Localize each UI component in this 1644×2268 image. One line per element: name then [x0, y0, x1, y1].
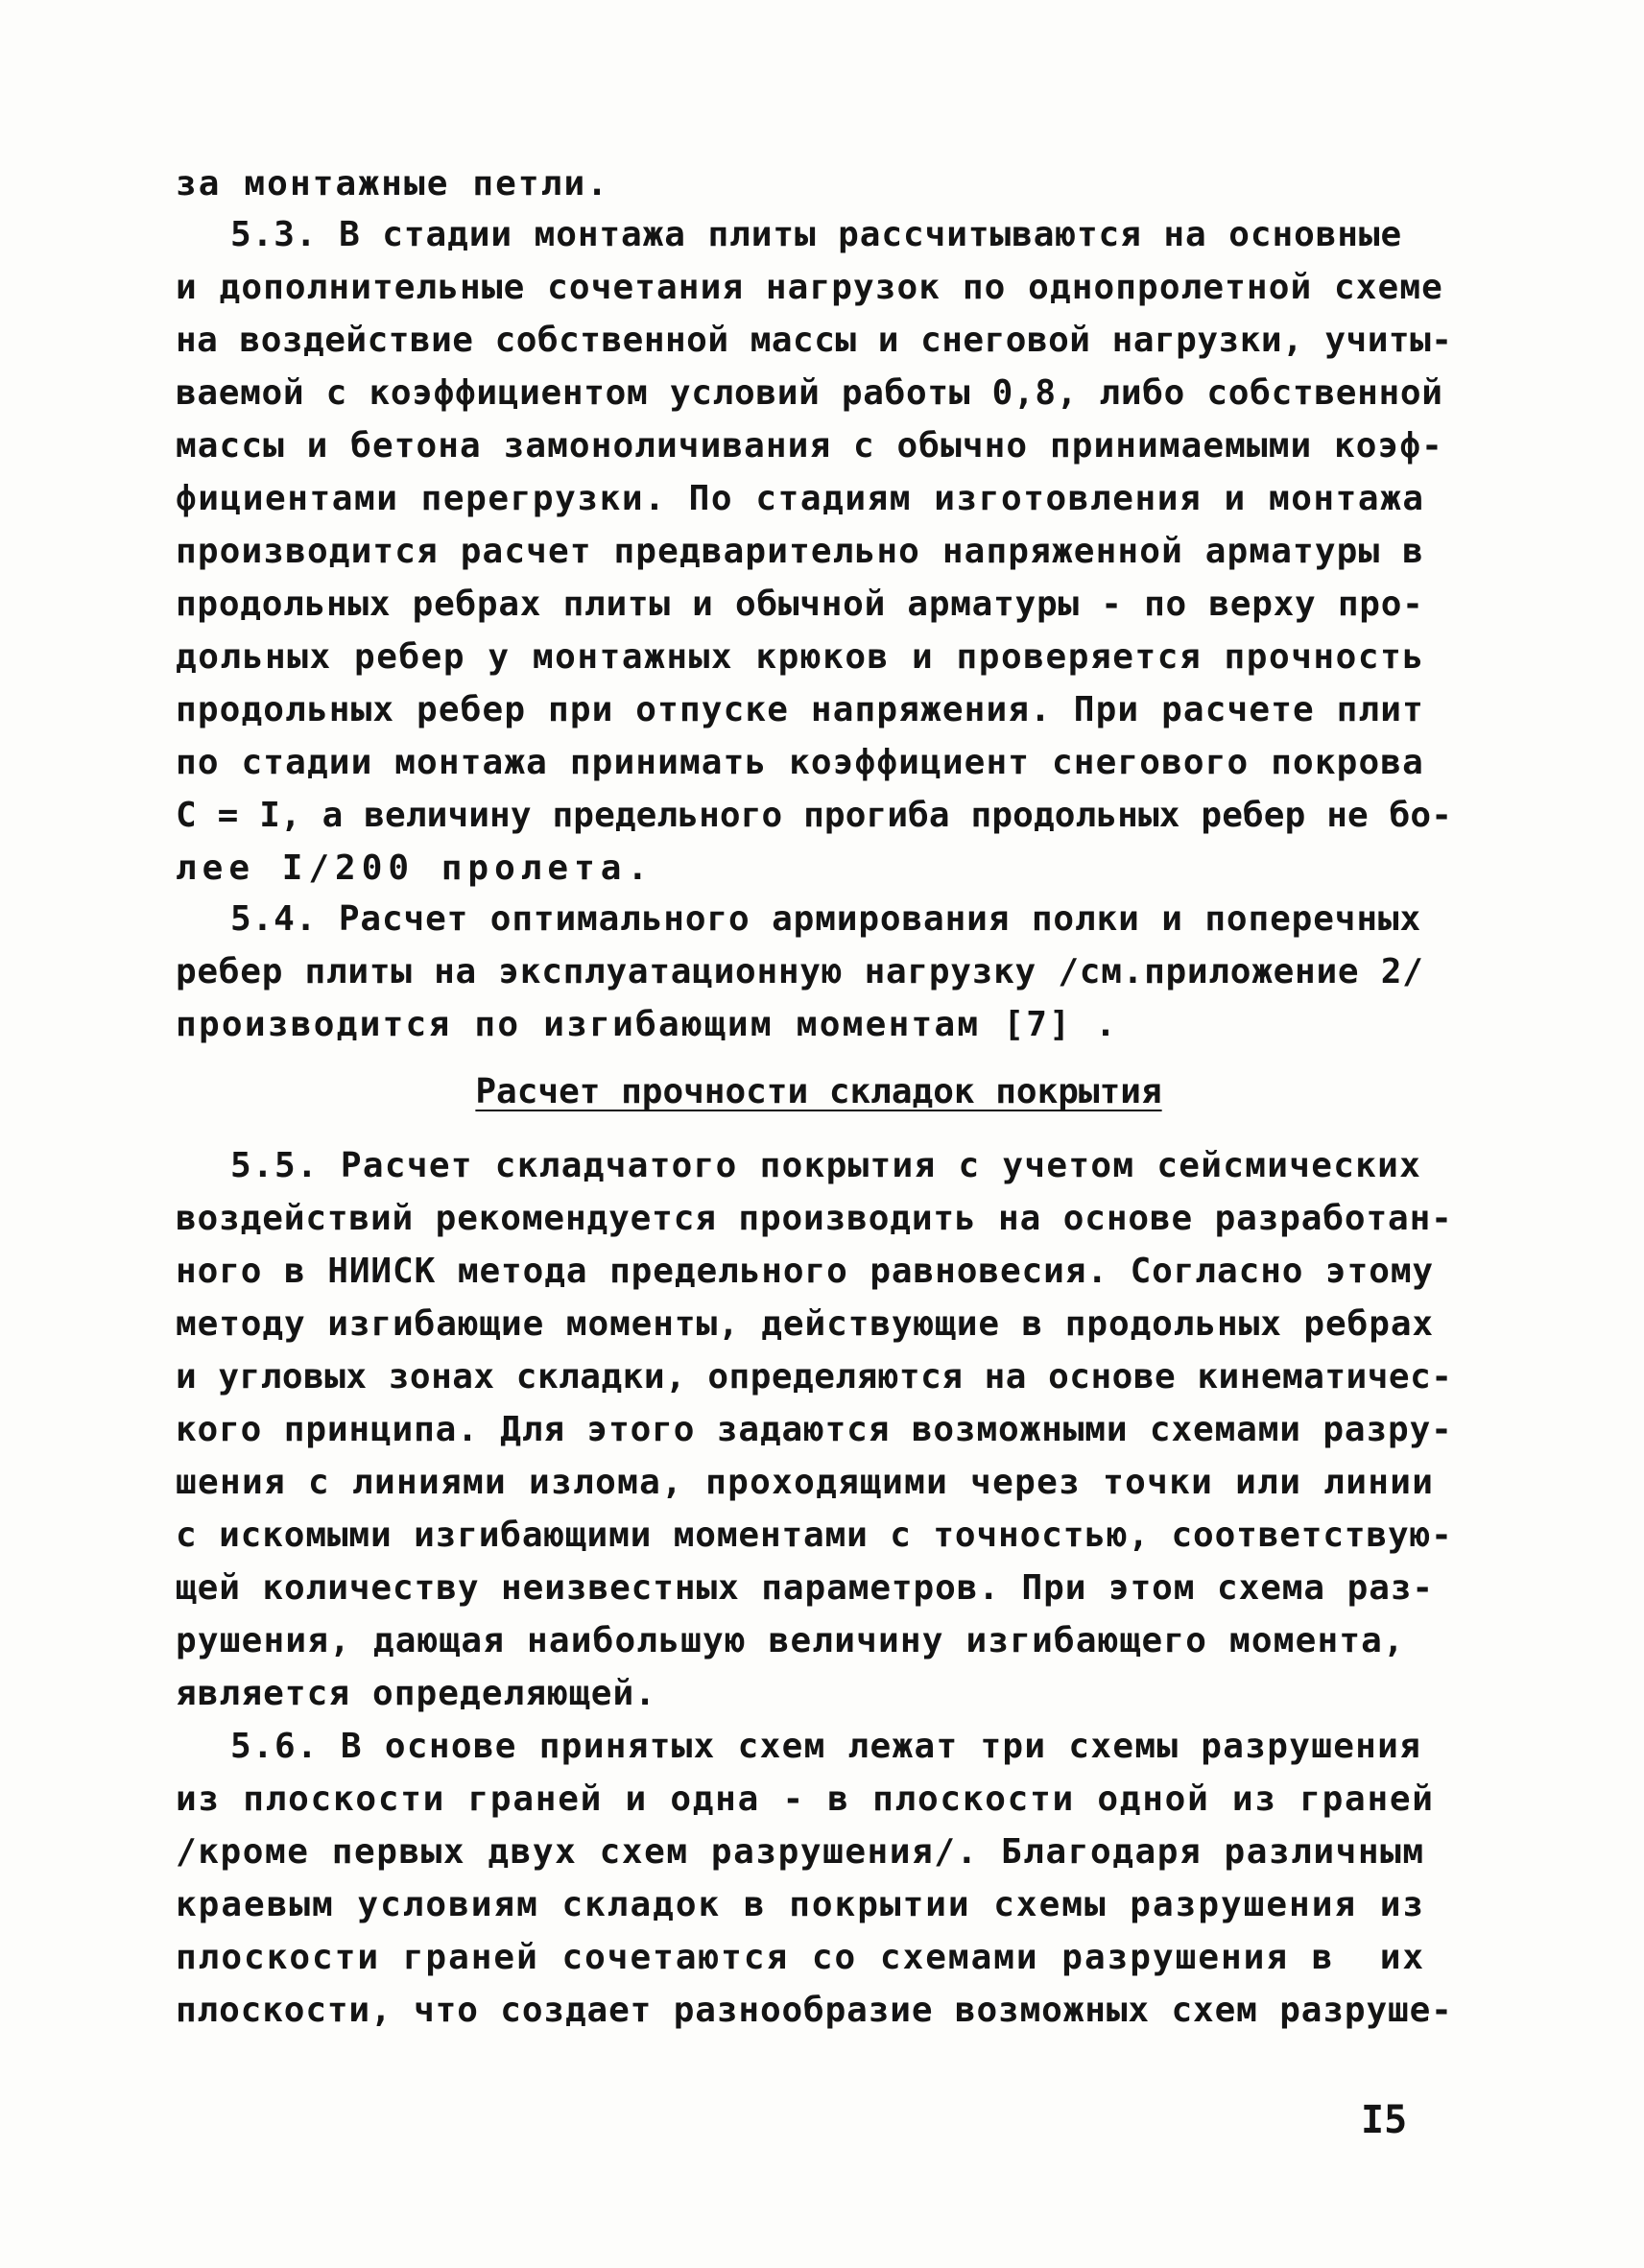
page-number: I5	[1361, 2098, 1408, 2142]
text-line: производится по изгибающим моментам [7] .	[176, 1005, 1119, 1044]
text-line: щей количеству неизвестных параметров. При этом схема раз-	[176, 1568, 1435, 1608]
text-line: на воздействие собственной массы и снеговой нагрузки, учиты-	[176, 321, 1453, 360]
text-line: ваемой с коэффициентом условий работы 0,8, либо собственной	[176, 373, 1443, 413]
text-line: продольных ребер при отпуске напряжения. При расчете плит	[176, 690, 1424, 729]
text-line: плоскости, что создает разнообразие возможных схем разруше-	[176, 1991, 1453, 2030]
text-line: ребер плиты на эксплуатационную нагрузку /см.приложение 2/	[176, 952, 1424, 991]
text-line: является определяющей.	[176, 1674, 657, 1713]
text-line: дольных ребер у монтажных крюков и проверяется прочность	[176, 637, 1425, 677]
text-line: по стадии монтажа принимать коэффициент снегового покрова	[176, 743, 1424, 782]
text-line: с искомыми изгибающими моментами с точностью, соответствую-	[176, 1516, 1453, 1555]
text-line: массы и бетона замоноличивания с обычно принимаемыми коэф-	[176, 426, 1443, 466]
text-line: и угловых зонах складки, определяются на основе кинематичес-	[176, 1357, 1453, 1397]
text-line: кого принципа. Для этого задаются возможными схемами разру-	[176, 1410, 1453, 1449]
text-line: рушения, дающая наибольшую величину изгибающего момента,	[176, 1621, 1405, 1660]
text-line: С = I, а величину предельного прогиба продольных ребер не бо-	[176, 796, 1453, 835]
text-line: /кроме первых двух схем разрушения/. Благодаря различным	[176, 1832, 1425, 1872]
text-line: фициентами перегрузки. По стадиям изготовления и монтажа	[176, 479, 1425, 518]
text-line: производится расчет предварительно напряженной арматуры в	[176, 532, 1424, 571]
text-line: ного в НИИСК метода предельного равновесия. Согласно этому	[176, 1252, 1435, 1291]
text-line: краевым условиям складок в покрытии схемы разрушения из	[176, 1885, 1426, 1924]
text-line: 5.5. Расчет складчатого покрытия с учетом сейсмических	[230, 1146, 1422, 1185]
text-line: плоскости граней сочетаются со схемами разрушения в их	[176, 1938, 1426, 1977]
text-line: лее I/200 пролета.	[176, 848, 655, 888]
section-heading: Расчет прочности складок покрытия	[475, 1072, 1162, 1111]
text-line: методу изгибающие моменты, действующие в продольных ребрах	[176, 1304, 1435, 1344]
text-line: 5.6. В основе принятых схем лежат три схемы разрушения	[230, 1727, 1422, 1766]
text-line: шения с линиями излома, проходящими через точки или линии	[176, 1463, 1435, 1502]
text-line: за монтажные петли.	[176, 164, 610, 203]
text-line: из плоскости граней и одна - в плоскости одной из граней	[176, 1779, 1435, 1819]
text-line: 5.4. Расчет оптимального армирования полки и поперечных	[230, 899, 1422, 939]
text-line: продольных ребрах плиты и обычной арматуры - по верху про-	[176, 585, 1424, 624]
text-line: и дополнительные сочетания нагрузок по однопролетной схеме	[176, 268, 1443, 307]
text-line: воздействий рекомендуется производить на основе разработан-	[176, 1199, 1453, 1238]
text-line: 5.3. В стадии монтажа плиты рассчитываются на основные	[230, 215, 1403, 254]
